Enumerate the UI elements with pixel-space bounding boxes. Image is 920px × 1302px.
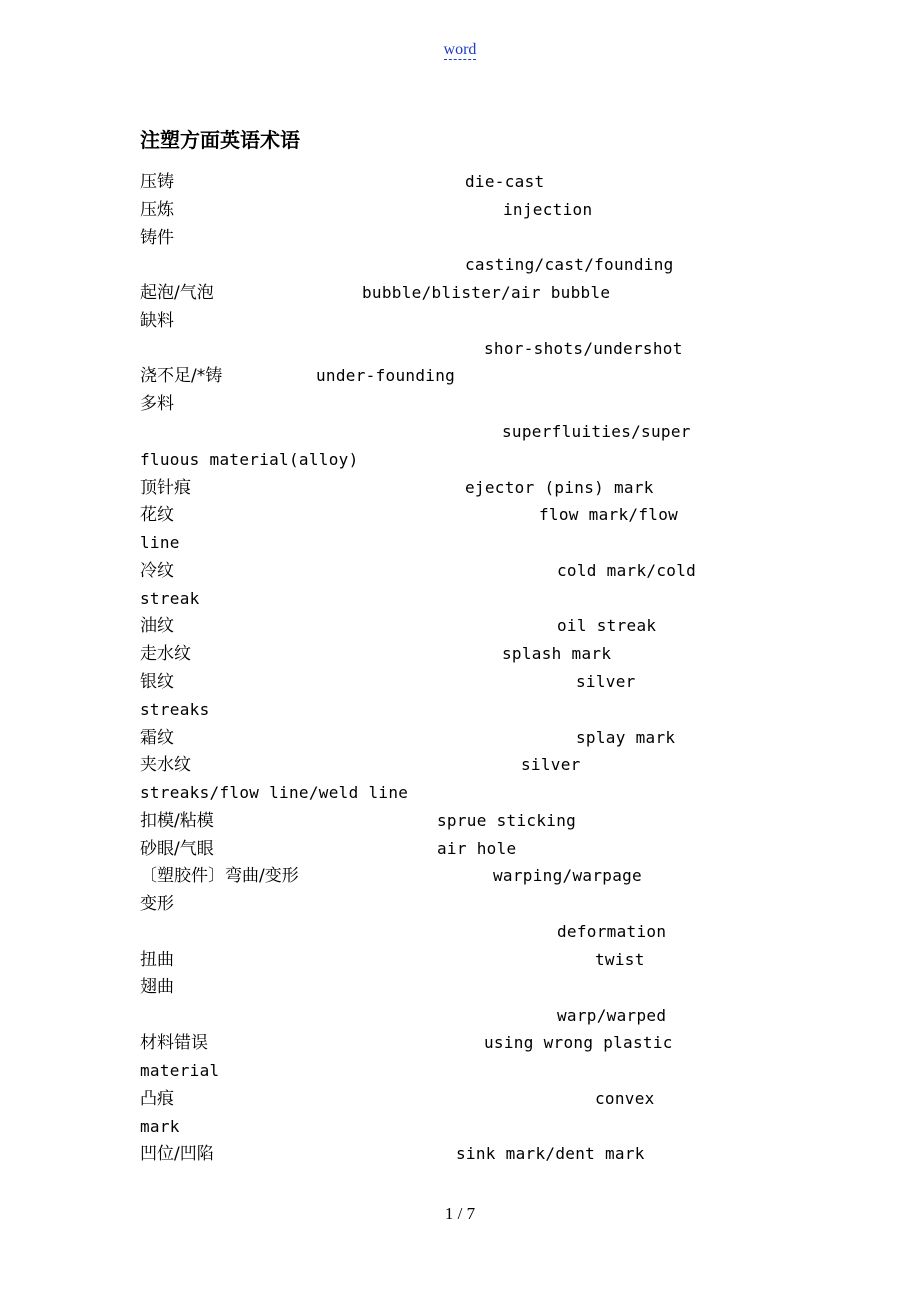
term-zh: 浇不足/*铸	[140, 366, 223, 386]
term-en-continued: streak	[140, 589, 200, 608]
term-en: warping/warpage	[493, 866, 642, 885]
header-link[interactable]: word	[443, 41, 477, 58]
term-en: casting/cast/founding	[465, 255, 674, 274]
term-en-continued: line	[140, 533, 180, 552]
term-en: injection	[503, 200, 593, 219]
term-zh: 压铸	[140, 172, 174, 192]
term-en: warp/warped	[557, 1006, 667, 1025]
term-en: silver	[521, 755, 581, 774]
page-header[interactable]	[0, 41, 920, 59]
term-zh: 走水纹	[140, 644, 191, 664]
term-en: deformation	[557, 922, 667, 941]
term-en: ejector (pins) mark	[465, 478, 654, 497]
term-en-continued: mark	[140, 1117, 180, 1136]
term-en-continued: streaks	[140, 700, 210, 719]
term-zh: 铸件	[140, 228, 174, 248]
term-zh: 银纹	[140, 672, 174, 692]
page-number: 1 / 7	[444, 1204, 476, 1223]
term-zh: 凸痕	[140, 1089, 174, 1109]
document-title: 注塑方面英语术语	[140, 128, 300, 152]
term-zh: 油纹	[140, 616, 174, 636]
term-zh: 变形	[140, 894, 174, 914]
term-en: superfluities/super	[502, 422, 691, 441]
term-zh: 多料	[140, 394, 174, 414]
term-en: sink mark/dent mark	[456, 1144, 645, 1163]
term-zh: 起泡/气泡	[140, 283, 214, 303]
term-en: under-founding	[316, 366, 456, 385]
term-en: sprue sticking	[437, 811, 577, 830]
term-en: die-cast	[465, 172, 545, 191]
term-en-continued: streaks/flow line/weld line	[140, 783, 409, 802]
term-zh: 花纹	[140, 505, 174, 525]
term-en: oil streak	[557, 616, 657, 635]
term-en: flow mark/flow	[539, 505, 679, 524]
term-en: splay mark	[576, 728, 676, 747]
term-zh: 霜纹	[140, 728, 174, 748]
term-zh: 冷纹	[140, 561, 174, 581]
term-zh: 材料错误	[140, 1033, 208, 1053]
term-en: bubble/blister/air bubble	[362, 283, 611, 302]
term-zh: 夹水纹	[140, 755, 191, 775]
term-zh: 砂眼/气眼	[140, 839, 214, 859]
term-en-continued: fluous material(alloy)	[140, 450, 359, 469]
term-en-continued: material	[140, 1061, 220, 1080]
term-en: cold mark/cold	[557, 561, 697, 580]
term-en: twist	[595, 950, 645, 969]
term-en: shor-shots/undershot	[484, 339, 683, 358]
term-zh: 扣模/粘模	[140, 811, 214, 831]
term-zh: 压炼	[140, 200, 174, 220]
term-zh: 凹位/凹陷	[140, 1144, 214, 1164]
term-en: air hole	[437, 839, 517, 858]
term-zh: 扭曲	[140, 950, 174, 970]
term-en: splash mark	[502, 644, 612, 663]
term-zh: 缺料	[140, 311, 174, 331]
term-en: convex	[595, 1089, 655, 1108]
term-zh: 翅曲	[140, 977, 174, 997]
term-en: using wrong plastic	[484, 1033, 673, 1052]
term-zh: 顶针痕	[140, 478, 191, 498]
term-zh: 〔塑胶件〕弯曲/变形	[140, 866, 299, 886]
term-en: silver	[576, 672, 636, 691]
